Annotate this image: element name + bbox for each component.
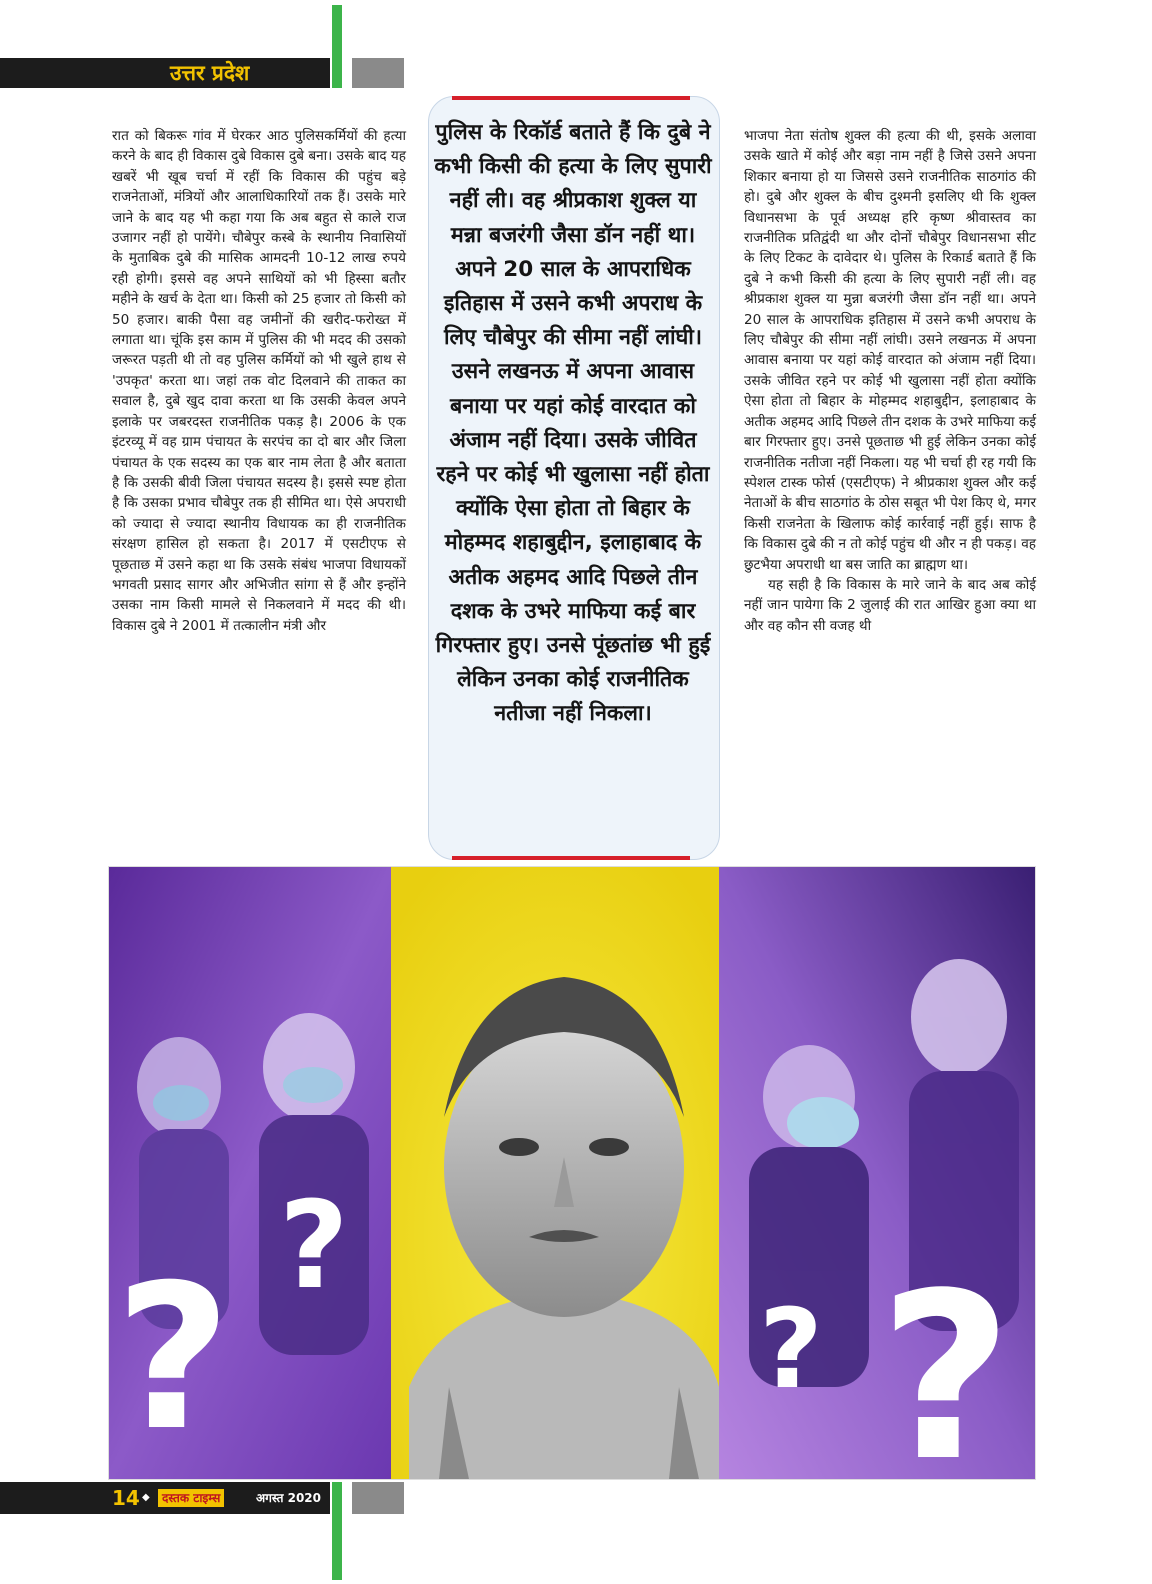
accent-rule-top <box>332 5 342 88</box>
magazine-name: दस्तक टाइम्स <box>158 1489 224 1507</box>
article-paragraph: रात को बिकरू गांव में घेरकर आठ पुलिसकर्मियों की हत्या करने के बाद ही विकास दुबे विकास दुबे बना। उसके बाद यह खबरें भी खूब चर्चा में रहीं कि विकास की पहुंच बड़े राजनेताओं, मंत्रियों और आलाधिकारियों तक हैं। उसके मारे जाने के बाद यह भी कहा गया कि अब बहुत से काले राज उजागर नहीं हो पायेंगे। चौबेपुर कस्बे के स्थानीय निवासियों के मुताबिक दुबे की मासिक आमदनी 10-12 लाख रुपये रही होगी। इससे वह अपने साथियों को भी हिस्सा बतौर महीने के खर्च के देता था। किसी को 25 हजार तो किसी को 50 हजार। बाकी पैसा वह जमीनों की खरीद-फरोख्त में लगाता था। चूंकि इस काम में पुलिस की भी मदद की उसको जरूरत पड़ती थी तो वह पुलिस कर्मियों को भी खुले हाथ से 'उपकृत' करता था। जहां तक वोट दिलवाने की ताकत का सवाल है, दुबे खुद दावा करता था कि उसकी केवल अपने इलाके पर जबरदस्त राजनीतिक पकड़ है। 2006 के एक इंटरव्यू में वह ग्राम पंचायत के सरपंच का दो बार और जिला पंचायत के एक सदस्य का एक बार नाम लेता है और बताता है कि उसकी बीवी जिला पंचायत सदस्य है। इससे स्पष्ट होता है कि उसका प्रभाव चौबेपुर तक ही सीमित था। ऐसे अपराधी को ज्यादा से ज्यादा स्थानीय विधायक का ही राजनीतिक संरक्षण हासिल हो सकता है। 2017 में एसटीएफ से पूछताछ में उसने कहा था कि उसके संबंध भाजपा विधायकों भगवती प्रसाद सागर और अभिजीत सांगा से हैं और इन्होंने उसका नाम किसी मामले से निकलवाने में मदद की थी। विकास दुबे ने 2001 में तत्कालीन मंत्री और <box>112 128 406 634</box>
question-mark-icon: ? <box>879 1245 1013 1479</box>
header-gray-block <box>352 58 404 88</box>
article-column-right <box>744 126 1036 636</box>
page-number: 14 <box>112 1486 140 1510</box>
article-paragraph: यह सही है कि विकास के मारे जाने के बाद अब कोई नहीं जान पायेगा कि 2 जुलाई की रात आखिर हुआ क्या था और वह कौन सी वजह थी <box>744 576 1036 634</box>
article-column-left <box>112 126 406 636</box>
separator-diamond-icon: ◆ <box>142 1492 150 1503</box>
question-mark-icon: ? <box>279 1177 349 1316</box>
issue-date: अगस्त 2020 <box>256 1491 322 1505</box>
question-mark-icon: ? <box>759 1285 823 1413</box>
pull-quote-rule-bottom <box>452 856 690 860</box>
pull-quote-text: पुलिस के रिकॉर्ड बताते हैं कि दुबे ने कभी किसी की हत्या के लिए सुपारी नहीं ली। वह श्रीप्रकाश शुक्ल या मन्ना बजरंगी जैसा डॉन नहीं था। अपने 20 साल के आपराधिक इतिहास में उसने कभी अपराध के लिए चौबेपुर की सीमा नहीं लांघी। उसने लखनऊ में अपना आवास बनाया पर यहां कोई वारदात को अंजाम नहीं दिया। उसके जीवित रहने पर कोई भी खुलासा नहीं होता क्योंकि ऐसा होता तो बिहार के मोहम्मद शहाबुद्दीन, इलाहाबाद के अतीक अहमद आदि पिछले तीन दशक के उभरे माफिया कई बार गिरफ्तार हुए। उनसे पूंछतांछ भी हुई लेकिन उनका कोई राजनीतिक नतीजा नहीं निकला। <box>434 120 712 727</box>
section-header-bar <box>0 58 330 88</box>
footer-gray-block <box>352 1482 404 1514</box>
pull-quote-rule-top <box>452 96 690 100</box>
article-photo <box>108 866 1036 1480</box>
question-mark-icon: ? <box>115 1242 232 1475</box>
accent-rule-bottom <box>332 1482 342 1580</box>
section-title: उत्तर प्रदेश <box>170 61 250 85</box>
article-paragraph: भाजपा नेता संतोष शुक्ल की हत्या की थी, इसके अलावा उसके खाते में कोई और बड़ा नाम नहीं है जिसे उसने अपना शिकार बनाया हो या जिससे उसने राजनीतिक साठगांठ की हो। दुबे और शुक्ल के बीच दुश्मनी इसलिए थी कि शुक्ल विधानसभा के पूर्व अध्यक्ष हरि कृष्ण श्रीवास्तव का राजनीतिक प्रतिद्वंदी था और दोनों चौबेपुर विधानसभा सीट के लिए टिकट के दावेदार थे। पुलिस के रिकार्ड बताते हैं कि दुबे ने कभी किसी की हत्या के लिए सुपारी नहीं ली। वह श्रीप्रकाश शुक्ल या मुन्ना बजरंगी जैसा डॉन नहीं था। अपने 20 साल के आपराधिक इतिहास में उसने कभी अपराध के लिए चौबेपुर की सीमा नहीं लांघी। उसने लखनऊ में अपना आवास बनाया पर यहां कोई वारदात को अंजाम नहीं दिया। उसके जीवित रहने पर कोई भी खुलासा नहीं होता क्योंकि ऐसा होता तो बिहार के मोहम्मद शहाबुद्दीन, इलाहाबाद के अतीक अहमद आदि पिछले तीन दशक के उभरे माफिया कई बार गिरफ्तार हुए। उनसे पूछताछ भी हुई लेकिन उनका कोई राजनीतिक नतीजा नहीं निकला। यह भी चर्चा ही रह गयी कि स्पेशल टास्क फोर्स (एसटीएफ) ने श्रीप्रकाश शुक्ल और कई नेताओं के बीच साठगांठ के ठोस सबूत भी पेश किए थे, मगर किसी राजनेता के खिलाफ कोई कार्रवाई नहीं हुई। साफ है कि विकास दुबे की न तो कोई पहुंच थी और न ही पकड़। वह छुटभैया अपराधी था बस जाति का ब्राह्मण था। <box>744 128 1036 573</box>
